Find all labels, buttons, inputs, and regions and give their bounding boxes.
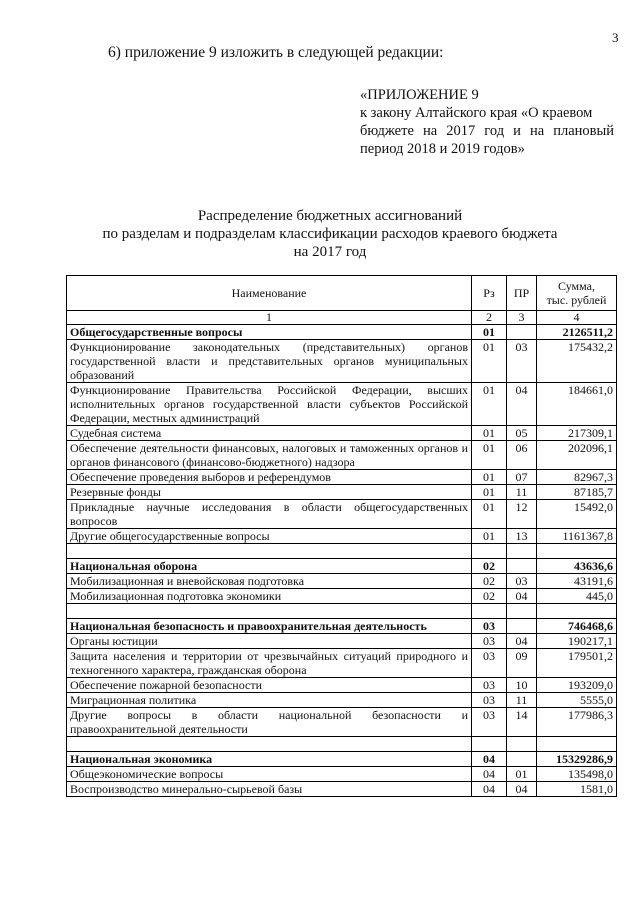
section-row <box>67 325 617 340</box>
table-row <box>67 649 617 678</box>
row-name-cell: Общегосударственные вопросы <box>67 325 472 340</box>
row-pr-cell <box>507 619 537 634</box>
table-row <box>67 470 617 485</box>
row-pr-cell: 11 <box>507 485 537 500</box>
row-pr-cell: 03 <box>507 574 537 589</box>
table-row <box>67 383 617 426</box>
row-rz-cell: 03 <box>472 678 507 693</box>
column-number: 4 <box>537 311 617 325</box>
row-sum-cell: 184661,0 <box>537 383 617 426</box>
row-name-cell: Обеспечение проведения выборов и референдумов <box>67 470 472 485</box>
table-row <box>67 426 617 441</box>
appendix-line: бюджете на 2017 год и на плановый <box>360 123 614 139</box>
row-sum-cell: 5555,0 <box>537 693 617 708</box>
row-sum-cell: 190217,1 <box>537 634 617 649</box>
row-sum-cell: 43636,6 <box>537 559 617 574</box>
row-sum-cell: 135498,0 <box>537 767 617 782</box>
row-sum-cell: 179501,2 <box>537 649 617 678</box>
row-sum-cell: 1161367,8 <box>537 529 617 544</box>
row-rz-cell: 03 <box>472 619 507 634</box>
column-number: 1 <box>67 311 472 325</box>
intro-text: 6) приложение 9 изложить в следующей редакции: <box>108 44 444 61</box>
spacer-row <box>67 737 617 752</box>
spacer-cell <box>472 544 507 559</box>
row-pr-cell: 04 <box>507 383 537 426</box>
appendix-line: к закону Алтайского края «О краевом <box>360 105 593 121</box>
spacer-cell <box>507 544 537 559</box>
header-sum-line: Сумма, <box>558 279 595 293</box>
row-name-cell: Функционирование законодательных (представительных) органов государственной власти и представительных органов муниципальных образований <box>67 340 472 383</box>
table-row <box>67 500 617 529</box>
header-sum <box>537 276 617 311</box>
spacer-cell <box>537 604 617 619</box>
title-line: по разделам и подразделам классификации расходов краевого бюджета <box>102 226 558 242</box>
row-pr-cell: 11 <box>507 693 537 708</box>
row-pr-cell: 04 <box>507 589 537 604</box>
table-row <box>67 529 617 544</box>
row-rz-cell: 04 <box>472 752 507 767</box>
row-rz-cell: 02 <box>472 574 507 589</box>
table-row <box>67 485 617 500</box>
table-header-row <box>67 276 617 311</box>
row-sum-cell: 1581,0 <box>537 782 617 797</box>
row-name-cell: Другие общегосударственные вопросы <box>67 529 472 544</box>
spacer-cell <box>507 737 537 752</box>
appendix-line: период 2018 и 2019 годов» <box>360 141 525 157</box>
row-rz-cell: 04 <box>472 767 507 782</box>
spacer-cell <box>67 737 472 752</box>
row-rz-cell: 02 <box>472 589 507 604</box>
row-name-cell: Воспроизводство минерально-сырьевой базы <box>67 782 472 797</box>
table-row <box>67 767 617 782</box>
row-name-cell: Национальная безопасность и правоохранительная деятельность <box>67 619 472 634</box>
row-name-cell: Мобилизационная подготовка экономики <box>67 589 472 604</box>
row-rz-cell: 01 <box>472 325 507 340</box>
row-sum-cell: 746468,6 <box>537 619 617 634</box>
row-rz-cell: 01 <box>472 470 507 485</box>
row-sum-cell: 43191,6 <box>537 574 617 589</box>
page-number: 3 <box>612 30 619 45</box>
spacer-cell <box>537 737 617 752</box>
row-sum-cell: 87185,7 <box>537 485 617 500</box>
row-name-cell: Прикладные научные исследования в области общегосударственных вопросов <box>67 500 472 529</box>
row-rz-cell: 01 <box>472 383 507 426</box>
row-rz-cell: 03 <box>472 708 507 737</box>
table-row <box>67 782 617 797</box>
section-row <box>67 559 617 574</box>
row-rz-cell: 02 <box>472 559 507 574</box>
header-name: Наименование <box>67 276 472 311</box>
row-sum-cell: 15492,0 <box>537 500 617 529</box>
row-name-cell: Обеспечение деятельности финансовых, налоговых и таможенных органов и органов финансового (финансово-бюджетного) надзора <box>67 441 472 470</box>
row-pr-cell: 10 <box>507 678 537 693</box>
header-rz: Рз <box>472 276 507 311</box>
section-row <box>67 619 617 634</box>
row-sum-cell: 82967,3 <box>537 470 617 485</box>
spacer-row <box>67 604 617 619</box>
row-pr-cell: 04 <box>507 782 537 797</box>
spacer-cell <box>67 544 472 559</box>
row-name-cell: Защита населения и территории от чрезвычайных ситуаций природного и техногенного характера, гражданская оборона <box>67 649 472 678</box>
header-sum-line: тыс. рублей <box>546 293 607 307</box>
row-rz-cell: 03 <box>472 693 507 708</box>
table-row <box>67 678 617 693</box>
row-pr-cell: 14 <box>507 708 537 737</box>
header-pr: ПР <box>507 276 537 311</box>
row-rz-cell: 04 <box>472 782 507 797</box>
title-line: Распределение бюджетных ассигнований <box>197 208 463 224</box>
row-pr-cell: 05 <box>507 426 537 441</box>
section-row <box>67 752 617 767</box>
row-name-cell: Национальная экономика <box>67 752 472 767</box>
row-rz-cell: 01 <box>472 426 507 441</box>
table-row <box>67 589 617 604</box>
row-rz-cell: 03 <box>472 634 507 649</box>
spacer-row <box>67 544 617 559</box>
row-pr-cell: 12 <box>507 500 537 529</box>
row-pr-cell: 01 <box>507 767 537 782</box>
row-sum-cell: 217309,1 <box>537 426 617 441</box>
table-row <box>67 574 617 589</box>
row-sum-cell: 445,0 <box>537 589 617 604</box>
row-rz-cell: 03 <box>472 649 507 678</box>
column-number: 2 <box>472 311 507 325</box>
row-name-cell: Органы юстиции <box>67 634 472 649</box>
table-row <box>67 693 617 708</box>
spacer-cell <box>472 604 507 619</box>
row-pr-cell: 07 <box>507 470 537 485</box>
row-sum-cell: 177986,3 <box>537 708 617 737</box>
row-rz-cell: 01 <box>472 441 507 470</box>
row-pr-cell: 03 <box>507 340 537 383</box>
row-rz-cell: 01 <box>472 485 507 500</box>
table-row <box>67 708 617 737</box>
document-title <box>60 207 600 261</box>
row-pr-cell: 09 <box>507 649 537 678</box>
column-number-row <box>67 311 617 325</box>
spacer-cell <box>537 544 617 559</box>
row-name-cell: Резервные фонды <box>67 485 472 500</box>
row-rz-cell: 01 <box>472 500 507 529</box>
row-sum-cell: 202096,1 <box>537 441 617 470</box>
row-name-cell: Другие вопросы в области национальной безопасности и правоохранительной деятельности <box>67 708 472 737</box>
spacer-cell <box>507 604 537 619</box>
spacer-cell <box>472 737 507 752</box>
table-row <box>67 340 617 383</box>
appendix-line: «ПРИЛОЖЕНИЕ 9 <box>360 87 479 103</box>
row-name-cell: Судебная система <box>67 426 472 441</box>
table-row <box>67 634 617 649</box>
row-sum-cell: 2126511,2 <box>537 325 617 340</box>
row-pr-cell: 04 <box>507 634 537 649</box>
row-name-cell: Общеэкономические вопросы <box>67 767 472 782</box>
row-name-cell: Национальная оборона <box>67 559 472 574</box>
row-name-cell: Мобилизационная и вневойсковая подготовка <box>67 574 472 589</box>
budget-table <box>66 275 617 797</box>
row-sum-cell: 15329286,9 <box>537 752 617 767</box>
column-number: 3 <box>507 311 537 325</box>
row-name-cell: Функционирование Правительства Российской Федерации, высших исполнительных органов государственной власти субъектов Российской Федерации, местных администраций <box>67 383 472 426</box>
row-pr-cell <box>507 752 537 767</box>
appendix-header <box>360 86 614 158</box>
row-pr-cell <box>507 325 537 340</box>
budget-table-body <box>67 325 617 797</box>
row-pr-cell: 06 <box>507 441 537 470</box>
row-sum-cell: 193209,0 <box>537 678 617 693</box>
spacer-cell <box>67 604 472 619</box>
row-name-cell: Миграционная политика <box>67 693 472 708</box>
row-name-cell: Обеспечение пожарной безопасности <box>67 678 472 693</box>
title-line: на 2017 год <box>293 244 367 260</box>
row-sum-cell: 175432,2 <box>537 340 617 383</box>
table-row <box>67 441 617 470</box>
row-rz-cell: 01 <box>472 529 507 544</box>
row-pr-cell <box>507 559 537 574</box>
row-pr-cell: 13 <box>507 529 537 544</box>
row-rz-cell: 01 <box>472 340 507 383</box>
